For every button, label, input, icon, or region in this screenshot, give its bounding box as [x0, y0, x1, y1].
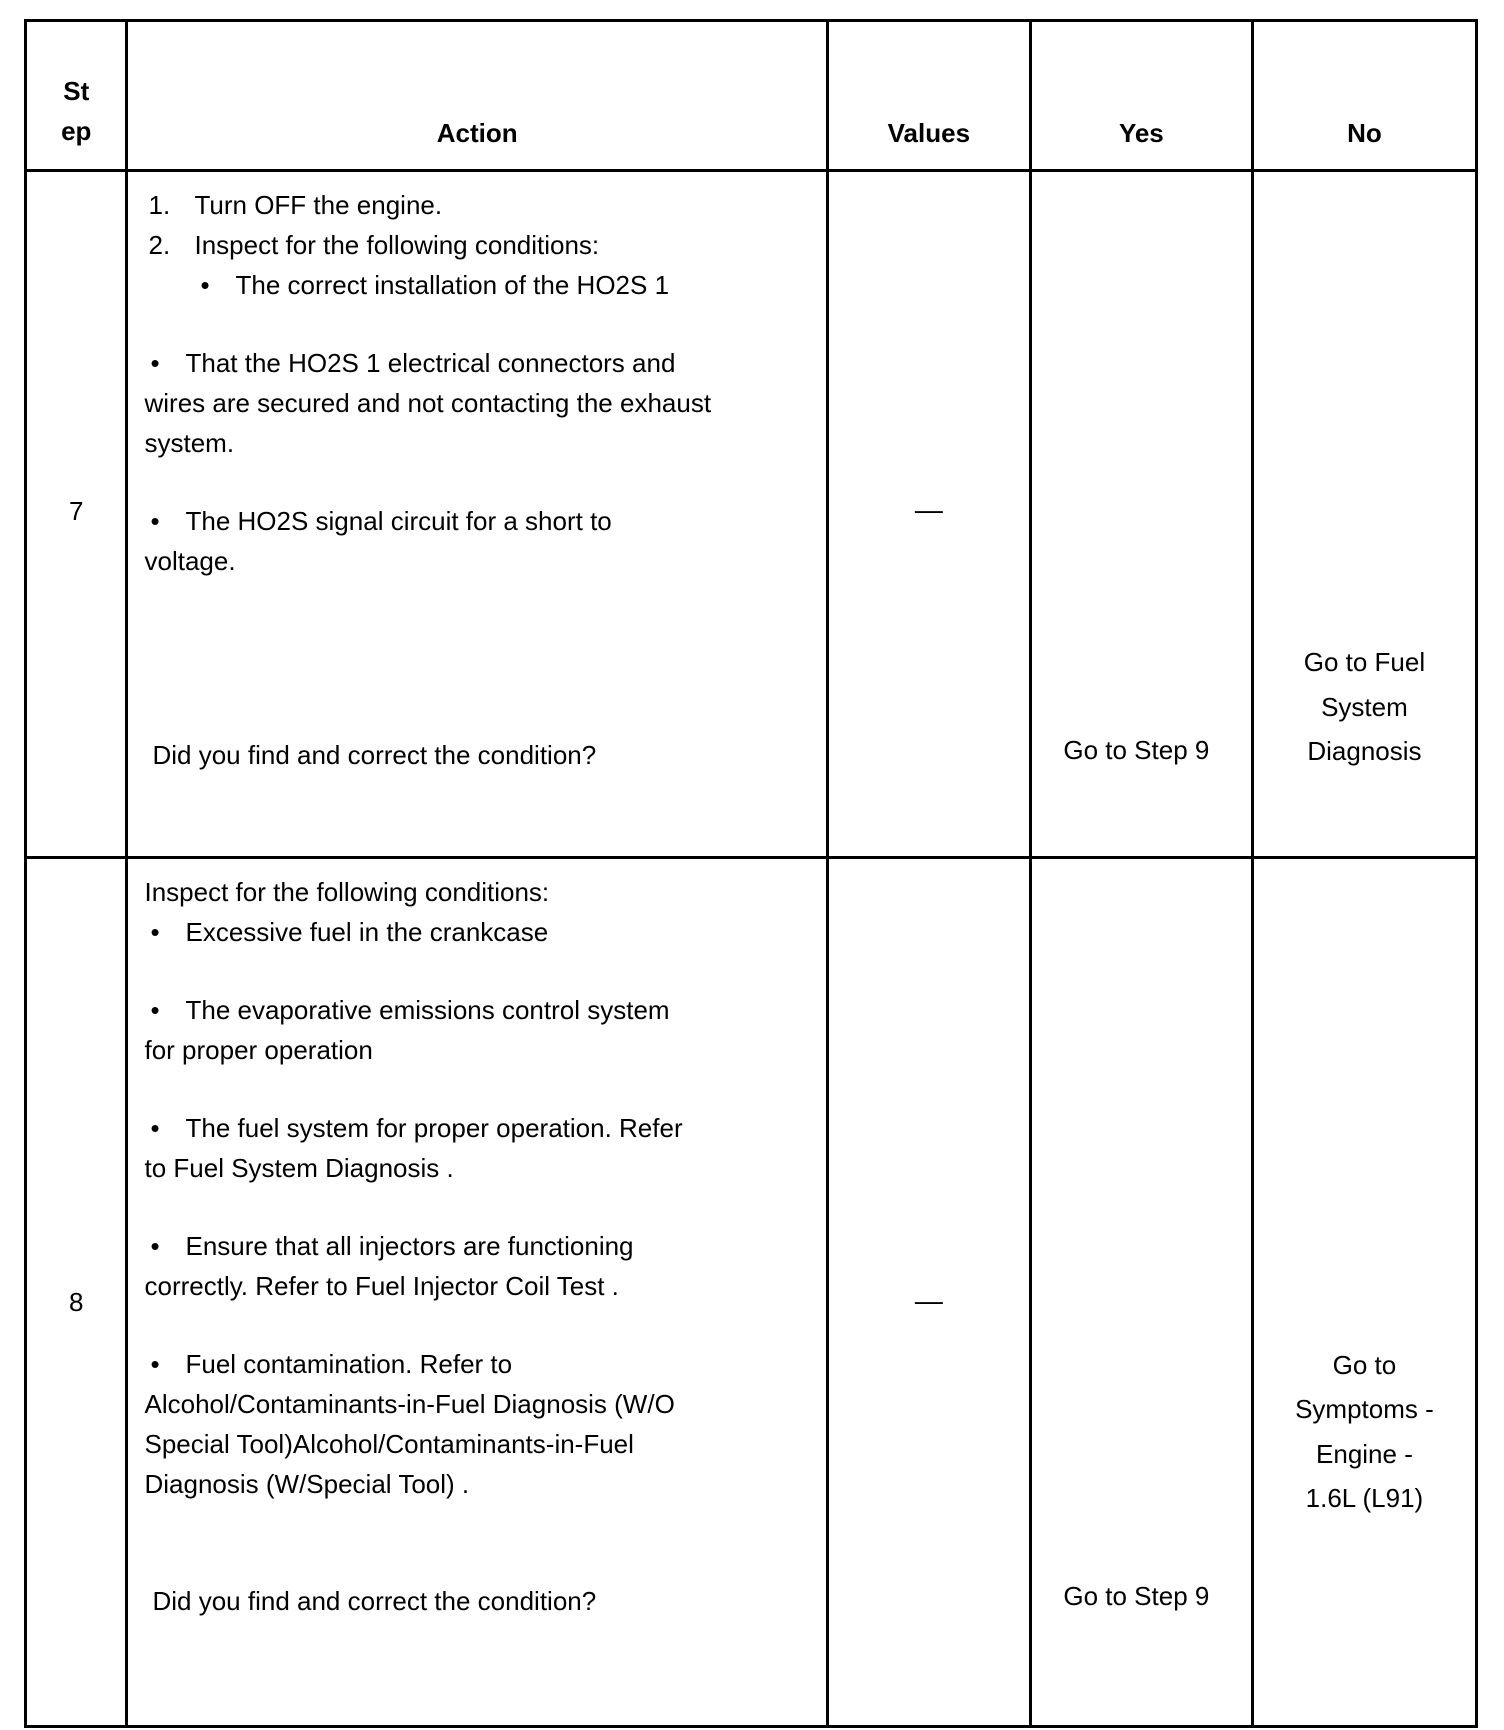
table-row — [26, 858, 1477, 1727]
no-result-line: Go to Fuel — [1303, 647, 1426, 678]
no-result-line: Symptoms - — [1295, 1394, 1434, 1425]
header-action: Action — [127, 21, 827, 171]
action-question: Did you find and correct the condition? — [152, 1586, 597, 1617]
header-step — [26, 21, 127, 171]
no-result-line: System — [1321, 692, 1408, 723]
action-cell — [127, 171, 827, 858]
action-sub-bullet — [194, 270, 669, 300]
bullet-glyph: • — [150, 348, 160, 379]
no-result-line: Diagnosis — [1307, 736, 1422, 767]
action-bullet-line: for proper operation — [144, 1035, 373, 1066]
header-step-line-2: ep — [61, 116, 92, 147]
step-cell — [26, 858, 127, 1727]
values-dash: — — [914, 494, 943, 526]
action-bullet-line: wires are secured and not contacting the exhaust — [144, 388, 712, 419]
action-question: Did you find and correct the condition? — [152, 740, 597, 771]
header-no: No — [1252, 21, 1476, 171]
bullet-text: The fuel system for proper operation. Refer — [185, 1113, 683, 1144]
bullet-glyph: • — [200, 270, 210, 301]
bullet-text: Fuel contamination. Refer to — [185, 1349, 513, 1380]
action-bullet-line: voltage. — [144, 546, 236, 577]
header-values: Values — [827, 21, 1030, 171]
header-yes: Yes — [1030, 21, 1252, 171]
bullet-glyph: • — [150, 995, 160, 1026]
values-dash: — — [914, 1285, 943, 1317]
bullet-text: The HO2S signal circuit for a short to — [185, 506, 612, 537]
no-cell — [1252, 858, 1476, 1727]
no-result-line: Go to — [1332, 1350, 1397, 1381]
values-cell — [827, 171, 1030, 858]
action-bullet-line — [144, 1231, 633, 1261]
action-bullet-line — [144, 1113, 682, 1143]
table-row — [26, 171, 1477, 858]
bullet-text: Ensure that all injectors are functioning — [185, 1231, 634, 1262]
action-bullet-line — [144, 506, 611, 536]
yes-cell — [1030, 858, 1252, 1727]
action-step-item — [148, 190, 442, 220]
action-step-item — [148, 230, 599, 260]
values-cell — [827, 858, 1030, 1727]
no-cell — [1252, 171, 1476, 858]
bullet-glyph: • — [150, 1349, 160, 1380]
yes-cell — [1030, 171, 1252, 858]
action-bullet-line — [144, 995, 669, 1025]
header-step-line-1: St — [63, 76, 90, 107]
step-number: 8 — [69, 1287, 84, 1318]
step-number: 7 — [69, 496, 84, 527]
step-item-text: Turn OFF the engine. — [194, 190, 443, 221]
action-bullet-line: Special Tool)Alcohol/Contaminants-in-Fuel — [144, 1429, 634, 1460]
action-cell — [127, 858, 827, 1727]
bullet-glyph: • — [150, 1113, 160, 1144]
sub-bullet-text: The correct installation of the HO2S 1 — [235, 270, 670, 301]
step-item-number: 1. — [148, 190, 171, 221]
step-item-text: Inspect for the following conditions: — [194, 230, 600, 261]
action-bullet-line — [144, 348, 675, 378]
yes-result: Go to Step 9 — [1063, 735, 1210, 766]
bullet-glyph: • — [150, 917, 160, 948]
action-bullet-line: to Fuel System Diagnosis . — [144, 1153, 454, 1184]
action-bullet-line: Diagnosis (W/Special Tool) . — [144, 1469, 470, 1500]
bullet-text: Excessive fuel in the crankcase — [185, 917, 549, 948]
action-bullet-line — [144, 917, 548, 947]
bullet-glyph: • — [150, 506, 160, 537]
action-bullet-line: system. — [144, 428, 235, 459]
diagnostic-table — [24, 19, 1478, 1728]
bullet-text: That the HO2S 1 electrical connectors and — [185, 348, 676, 379]
no-result-line: 1.6L (L91) — [1305, 1483, 1424, 1514]
step-cell — [26, 171, 127, 858]
bullet-text: The evaporative emissions control system — [185, 995, 670, 1026]
table-header-row — [26, 21, 1477, 171]
action-intro: Inspect for the following conditions: — [144, 877, 550, 908]
action-bullet-line — [144, 1349, 512, 1379]
bullet-glyph: • — [150, 1231, 160, 1262]
step-item-number: 2. — [148, 230, 171, 261]
action-bullet-line: correctly. Refer to Fuel Injector Coil Test . — [144, 1271, 619, 1302]
no-result-line: Engine - — [1316, 1439, 1413, 1470]
action-bullet-line: Alcohol/Contaminants-in-Fuel Diagnosis (W/O — [144, 1389, 675, 1420]
yes-result: Go to Step 9 — [1063, 1581, 1210, 1612]
